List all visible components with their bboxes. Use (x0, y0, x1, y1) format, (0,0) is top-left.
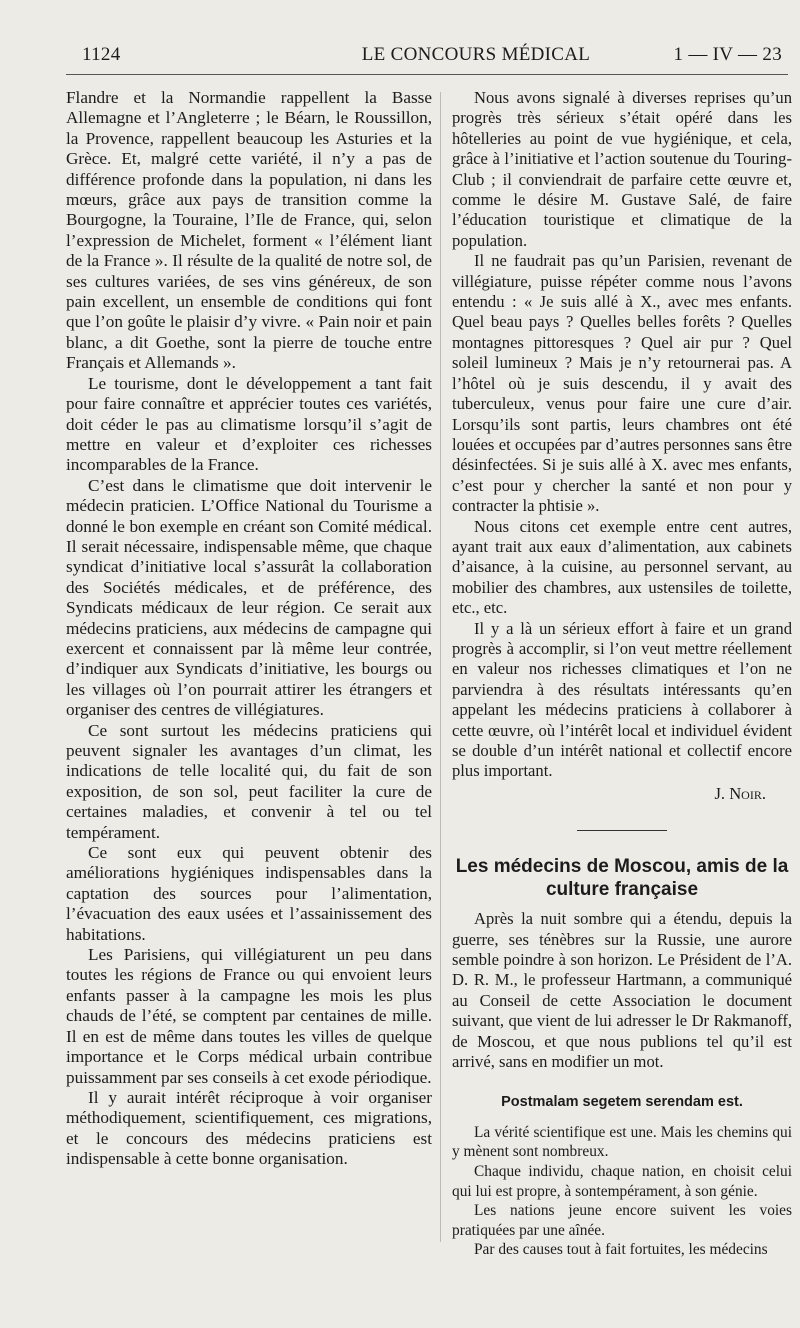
author-signature: J. Noir. (714, 783, 766, 803)
paragraph: C’est dans le climatisme que doit intervenir le médecin praticien. L’Office National du Tourisme a donné le bon exemple en créant son Comité médical. Il serait nécessaire, indispensable même, que chaque syndicat d’initiative local s’assurât la collaboration des Sociétés médicales, et de préférence, des Syndicats médicaux de leur région. Ce serait aux médecins praticiens, aux médecins de campagne qui exercent et connaissent par là même leur contrée, d’indiquer aux Syndicats d’initiative, les bourgs ou les villages où l’on pourrait attirer les étrangers et organiser des centres de villégiatures. (66, 475, 432, 720)
letter-paragraph: Par des causes tout à fait fortuites, les médecins (474, 1241, 768, 1259)
paragraph: Nous citons cet exemple entre cent autres, ayant trait aux eaux d’alimentation, aux cabinets d’aisance, à la cuisine, au personnel servant, au mobilier des chambres, aux ustensiles de toilette, etc., etc. (452, 516, 792, 618)
issue-date: 1 — IV — 23 (673, 44, 782, 65)
page-number: 1124 (82, 44, 121, 65)
letter-paragraph: La vérité scientifique est une. Mais les chemins qui y mènent sont nombreux. (452, 1123, 792, 1161)
letter-motto: Postmalam segetem serendam est. (501, 1094, 743, 1111)
article-intro: Après la nuit sombre qui a étendu, depuis la guerre, ses ténèbres sur la Russie, une aurore semble poindre à son horizon. Le Président de l’A. D. R. M., le professeur Hartmann, a communiqué au Conseil de cette Association le document suivant, que vient de lui adresser le Dr Rakmanoff, de Moscou, et que nous publions tel qu’il est arrivé, sans en modifier un mot. (452, 909, 792, 1072)
letter-paragraph: Les nations jeune encore suivent les voies pratiquées par une aînée. (452, 1202, 792, 1239)
left-column (66, 88, 432, 1170)
paragraph: Ce sont surtout les médecins praticiens qui peuvent signaler les avantages d’un climat, les indications de telle localité qui, du fait de son exposition, de son sol, peut faciliter la cure de certaines maladies, et convenir à tel ou tel tempérament. (66, 720, 432, 842)
paragraph: Ce sont eux qui peuvent obtenir des améliorations hygiéniques indispensables dans la captation des sources pour l’alimentation, l’évacuation des eaux usées et l’assainissement des habitations. (66, 843, 432, 944)
paragraph: Le tourisme, dont le développement a tant fait pour faire connaître et apprécier toutes ces variétés, doit céder le pas au climatisme lorsqu’il s’agit de mettre en valeur et d’exploiter ces richesses incomparables de la France. (66, 373, 432, 475)
header-rule (66, 74, 788, 75)
right-column (452, 88, 792, 1260)
paragraph: Nous avons signalé à diverses reprises qu’un progrès très sérieux s’était opéré dans les hôtelleries au point de vue hygiénique, et cela, grâce à l’initiative et l’action soutenue du Touring-Club ; il conviendrait de parfaire cette œuvre et, comme le désire M. Gustave Salé, de faire l’éducation touristique et climatique de la population. (452, 88, 792, 250)
letter-paragraph: Chaque individu, chaque nation, en choisit celui qui lui est propre, à sontempérament, à son génie. (452, 1163, 792, 1200)
article-separator (577, 830, 667, 831)
paragraph: Les Parisiens, qui villégiaturent un peu dans toutes les régions de France ou qui envoient leurs enfants passer à la campagne les mois les plus chauds de l’été, se comptent par centaines de mille. Il en est de même dans toutes les villes de quelque importance et le Corps médical urbain contribue puissamment par ses conseils à cet exode périodique. (66, 945, 432, 1087)
paragraph: Il ne faudrait pas qu’un Parisien, revenant de villégiature, puisse répéter comme nous l’avons entendu : « Je suis allé à X., avec mes enfants. Quel beau pays ? Quelles belles forêts ? Quelles montagnes pittoresques ? Quel air pur ? Quel soleil lumineux ? Mais je n’y retournerai pas. A l’hôtel où je suis descendu, il y avait des tuberculeux, venus pour faire une cure d’air. Lorsqu’ils sont partis, leurs chambres ont été louées et occupées par d’autres personnes sans être désinfectées. Si je suis allé à X. avec mes enfants, c’est pour y chercher la santé et non pour y contracter la phtisie ». (452, 251, 792, 516)
letter-body (452, 1123, 792, 1260)
paragraph: Il y a là un sérieux effort à faire et un grand progrès à accomplir, si l’on veut mettre réellement en valeur nos richesses climatiques et l’on ne parviendra à des résultats intéressants qu’en appelant les médecins praticiens à collaborer à cette œuvre, où l’intérêt local et individuel évident se double d’un intérêt national et collectif encore plus important. (452, 618, 792, 781)
paragraph: Il y aurait intérêt réciproque à voir organiser méthodiquement, scientifiquement, ces migrations, et le concours des médecins praticiens est indispensable à cette bonne organisation. (66, 1087, 432, 1169)
column-divider (440, 92, 441, 1242)
article-title: Les médecins de Moscou, amis de la culture française (455, 856, 789, 901)
page-header (60, 44, 782, 70)
paragraph: Flandre et la Normandie rappellent la Basse Allemagne et l’Angleterre ; le Béarn, le Roussillon, la Provence, rappellent beaucoup les Asturies et la Grèce. Et, malgré cette variété, il n’y a pas de différence profonde dans la population, ni dans les mœurs, grâce aux pays de transition comme la Bourgogne, la Touraine, l’Ile de France, qui, selon l’expression de Michelet, forment « l’élément liant de la France ». Il résulte de la qualité de notre sol, de ses cultures variées, de ses vins généreux, de son pain excellent, un ensemble de conditions qui font que l’on goûte le plaisir d’y vivre. « Pain noir et pain blanc, a dit Goethe, sont la pierre de touche entre Français et Allemands ». (66, 88, 432, 373)
journal-title: LE CONCOURS MÉDICAL (361, 44, 591, 65)
